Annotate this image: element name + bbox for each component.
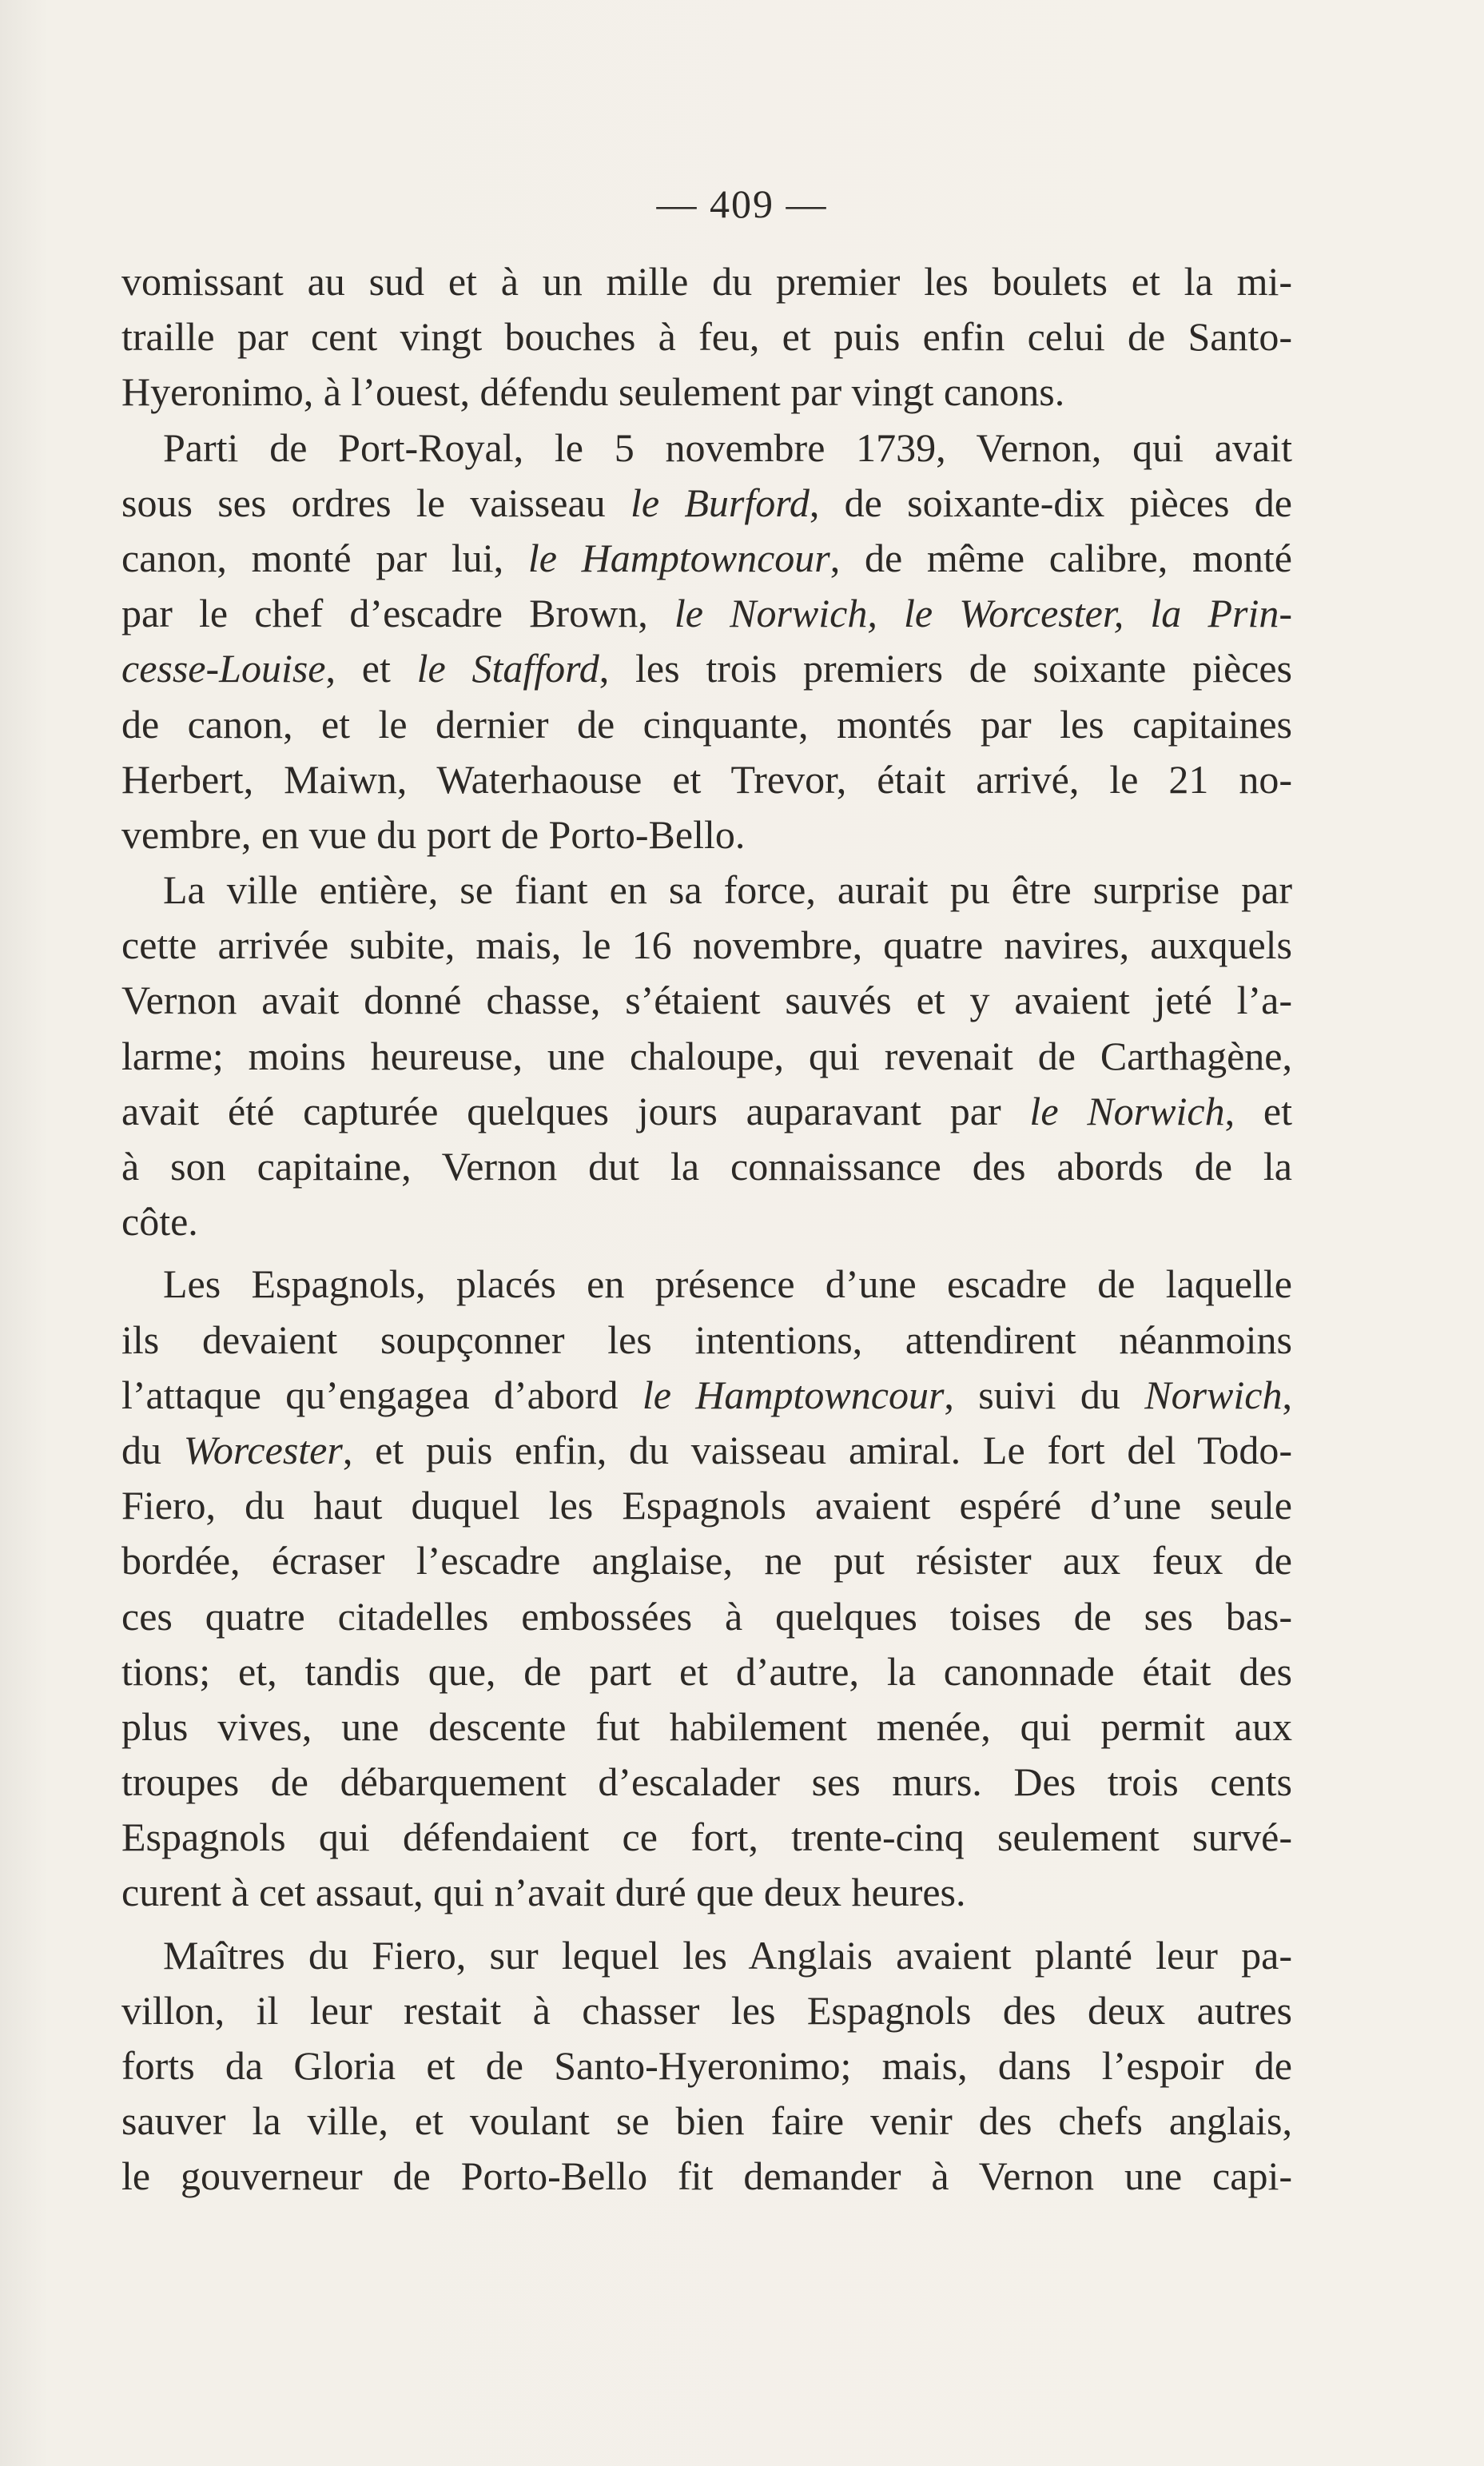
line-text: , et xyxy=(1224,1088,1292,1133)
text-line xyxy=(121,1478,1292,1533)
line-text: Vernon avait donné chasse, s’étaient sauvés et y avaient jeté l’a- xyxy=(121,978,1292,1023)
text-line xyxy=(121,1644,1292,1699)
text-line xyxy=(121,752,1292,807)
line-text: plus vives, une descente fut habilement menée, qui permit aux xyxy=(121,1703,1292,1749)
italic-text: le Norwich, le Worcester, la Prin- xyxy=(674,591,1292,636)
text-line xyxy=(121,1865,1292,1920)
text-line xyxy=(121,365,1292,420)
line-text: forts da Gloria et de Santo-Hyeronimo; mais, dans l’espoir de xyxy=(121,2043,1292,2088)
line-text: Fiero, du haut duquel les Espagnols avaient espéré d’une seule xyxy=(121,1483,1292,1528)
text-line xyxy=(121,1699,1292,1755)
text-line xyxy=(121,2149,1292,2204)
line-text: La ville entière, se fiant en sa force, aurait pu être surprise par xyxy=(163,867,1292,913)
text-line xyxy=(121,863,1292,918)
line-text: , de même calibre, monté xyxy=(830,535,1292,580)
line-text: côte. xyxy=(121,1199,198,1245)
line-text: de canon, et le dernier de cinquante, montés par les capitaines xyxy=(121,701,1292,747)
text-line xyxy=(121,1029,1292,1084)
text-line xyxy=(121,1139,1292,1194)
line-text: , suivi du xyxy=(944,1372,1145,1417)
line-text: troupes de débarquement d’escalader ses murs. Des trois cents xyxy=(121,1759,1292,1805)
line-text: Parti de Port-Royal, le 5 novembre 1739, Vernon, qui avait xyxy=(163,424,1292,470)
text-line xyxy=(121,2038,1292,2094)
text-line xyxy=(121,1810,1292,1865)
line-text: larme; moins heureuse, une chaloupe, qui revenait de Carthagène, xyxy=(121,1033,1292,1078)
line-text: sous ses ordres le vaisseau xyxy=(121,480,631,525)
text-line xyxy=(121,1313,1292,1368)
line-text: par le chef d’escadre Brown, xyxy=(121,591,674,636)
text-line xyxy=(121,2094,1292,2149)
text-line xyxy=(121,531,1292,586)
line-text: l’attaque qu’engagea d’abord xyxy=(121,1372,643,1417)
text-line xyxy=(121,1533,1292,1588)
line-text: curent à cet assaut, qui n’avait duré que deux heures. xyxy=(121,1870,966,1915)
line-text: Les Espagnols, placés en présence d’une escadre de laquelle xyxy=(163,1261,1292,1307)
text-line xyxy=(121,1983,1292,2038)
line-text: cette arrivée subite, mais, le 16 novembre, quatre navires, auxquels xyxy=(121,922,1292,968)
text-line xyxy=(121,1928,1292,1983)
line-text: , de soixante-dix pièces de xyxy=(809,480,1292,525)
text-line xyxy=(121,309,1292,365)
text-line xyxy=(121,254,1292,309)
text-line xyxy=(121,1084,1292,1139)
text-line xyxy=(121,697,1292,752)
body-text xyxy=(121,254,1292,2205)
text-line xyxy=(121,1194,1292,1249)
text-line xyxy=(121,586,1292,641)
line-text: ces quatre citadelles embossées à quelques toises de ses bas- xyxy=(121,1593,1292,1639)
line-text: , et xyxy=(325,646,417,691)
text-line xyxy=(121,1755,1292,1810)
line-text: à son capitaine, Vernon dut la connaissance des abords de la xyxy=(121,1144,1292,1189)
text-line xyxy=(121,1423,1292,1478)
text-line xyxy=(121,1257,1292,1312)
italic-text: le Stafford xyxy=(416,646,599,691)
text-line xyxy=(121,420,1292,476)
line-text: du xyxy=(121,1427,184,1472)
line-text: tions; et, tandis que, de part et d’autre, la canonnade était des xyxy=(121,1648,1292,1694)
italic-text: le Norwich xyxy=(1029,1088,1225,1133)
text-line xyxy=(121,973,1292,1028)
italic-text: Worcester xyxy=(183,1427,343,1472)
line-text: sauver la ville, et voulant se bien faire venir des chefs anglais, xyxy=(121,2098,1292,2144)
text-line xyxy=(121,1589,1292,1644)
text-line xyxy=(121,476,1292,531)
italic-text: cesse-Louise xyxy=(121,646,326,691)
line-text: Maîtres du Fiero, sur lequel les Anglais avaient planté leur pa- xyxy=(163,1932,1292,1978)
line-text: bordée, écraser l’escadre anglaise, ne put résister aux feux de xyxy=(121,1538,1292,1584)
line-text: avait été capturée quelques jours auparavant par xyxy=(121,1088,1030,1133)
italic-text: le Hamptowncour xyxy=(642,1372,945,1417)
line-text: vembre, en vue du port de Porto-Bello. xyxy=(121,811,746,857)
line-text: , xyxy=(1282,1372,1292,1417)
line-text: Espagnols qui défendaient ce fort, trente-cinq seulement survé- xyxy=(121,1815,1292,1860)
page-number: — 409 — xyxy=(656,181,828,226)
text-line xyxy=(121,807,1292,863)
line-text: Hyeronimo, à l’ouest, défendu seulement par vingt canons. xyxy=(121,369,1065,415)
line-text: le gouverneur de Porto-Bello fit demander à Vernon une capi- xyxy=(121,2153,1292,2199)
text-line xyxy=(121,918,1292,973)
line-text: canon, monté par lui, xyxy=(121,535,528,580)
line-text: , et puis enfin, du vaisseau amiral. Le fort del Todo- xyxy=(342,1427,1292,1472)
italic-text: le Hamptowncour xyxy=(527,535,830,580)
line-text: villon, il leur restait à chasser les Espagnols des deux autres xyxy=(121,1987,1292,2033)
line-text: Herbert, Maiwn, Waterhaouse et Trevor, était arrivé, le 21 no- xyxy=(121,756,1292,802)
text-line xyxy=(121,1368,1292,1423)
italic-text: Norwich xyxy=(1144,1372,1283,1417)
text-line xyxy=(121,641,1292,696)
italic-text: le Burford xyxy=(630,480,810,525)
line-text: , les trois premiers de soixante pièces xyxy=(599,646,1292,691)
line-text: vomissant au sud et à un mille du premier les boulets et la mi- xyxy=(121,259,1292,304)
line-text: traille par cent vingt bouches à feu, et puis enfin celui de Santo- xyxy=(121,314,1292,360)
line-text: ils devaient soupçonner les intentions, attendirent néanmoins xyxy=(121,1317,1292,1362)
